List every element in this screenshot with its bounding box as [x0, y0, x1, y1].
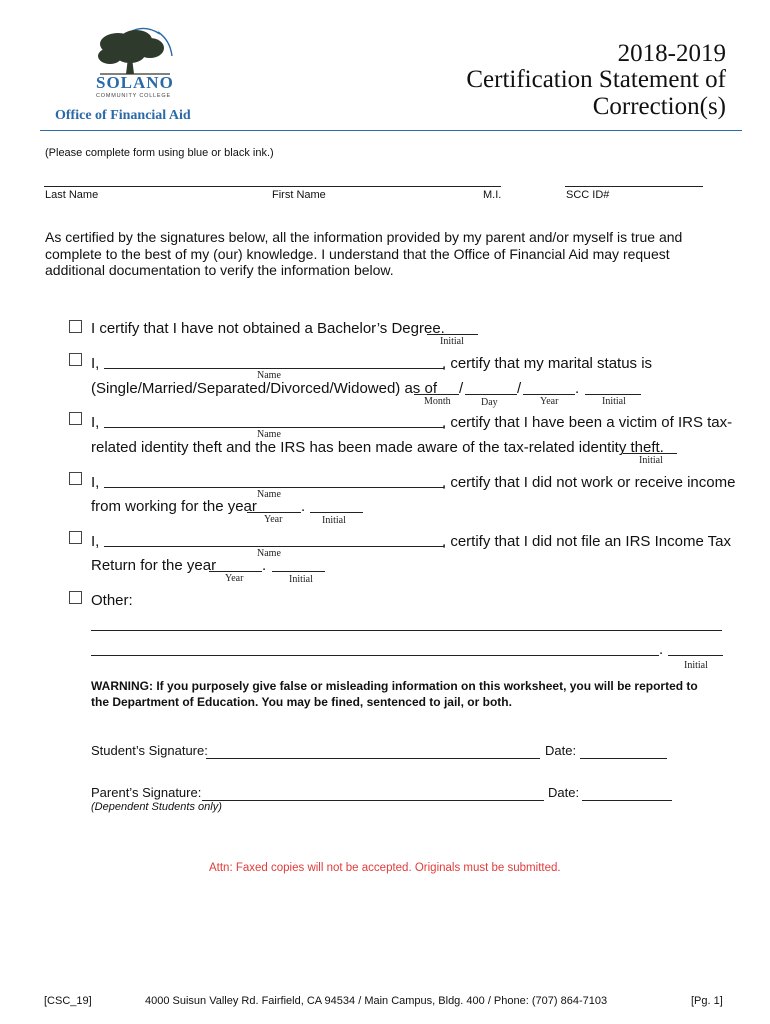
tax-year-text: Return for the year — [91, 557, 217, 574]
intro-statement — [45, 229, 682, 279]
tax-initial-line[interactable] — [272, 571, 325, 572]
logo-name: SOLANO — [96, 73, 174, 92]
student-signature-label: Student’s Signature: — [91, 743, 208, 758]
identity-statement-cont: related identity theft and the IRS has been made aware of the tax-related identity theft. — [91, 439, 664, 456]
dependent-note: (Dependent Students only) — [91, 801, 222, 813]
initial-label: Initial — [684, 660, 708, 671]
no-tax-return-checkbox[interactable] — [69, 531, 82, 544]
intro-line: complete to the best of my (our) knowledge. I understand that the Office of Financial Aid may request — [45, 245, 670, 262]
marital-initial-line[interactable] — [585, 394, 641, 395]
identity-name-line[interactable] — [104, 427, 444, 428]
initial-label: Initial — [440, 336, 464, 347]
last-name-label: Last Name — [45, 189, 99, 201]
income-year-text: from working for the year — [91, 498, 257, 515]
period: . — [575, 380, 580, 397]
year-label: Year — [225, 573, 244, 584]
marital-checkbox[interactable] — [69, 353, 82, 366]
parent-date-line[interactable] — [582, 800, 672, 801]
warning-text — [91, 679, 698, 710]
form-code: [CSC_19] — [44, 995, 92, 1007]
i-label: I, — [91, 355, 100, 372]
header-divider — [40, 130, 742, 131]
bachelor-statement: I certify that I have not obtained a Bachelor’s Degree. — [91, 320, 445, 337]
i-label: I, — [91, 533, 100, 550]
initial-label: Initial — [289, 574, 313, 585]
other-line-1[interactable] — [91, 630, 722, 631]
date-slash: / — [459, 380, 464, 397]
page-number: [Pg. 1] — [691, 995, 723, 1007]
initial-label: Initial — [322, 515, 346, 526]
name-label: Name — [257, 370, 281, 381]
marital-statement: , certify that my marital status is — [442, 355, 653, 372]
instructions: (Please complete form using blue or black ink.) — [45, 147, 274, 159]
identity-theft-checkbox[interactable] — [69, 412, 82, 425]
other-line-2[interactable] — [91, 655, 659, 656]
tax-year-line[interactable] — [209, 571, 262, 572]
parent-signature-label: Parent’s Signature: — [91, 785, 202, 800]
student-signature-line[interactable] — [206, 758, 540, 759]
warning-line: the Department of Education. You may be fined, sentenced to jail, or both. — [91, 694, 512, 709]
period: . — [301, 498, 306, 515]
tax-name-line[interactable] — [104, 546, 444, 547]
title-sub: Correction(s) — [592, 93, 726, 120]
student-date-label: Date: — [545, 743, 577, 758]
bachelor-initial-line[interactable] — [427, 334, 478, 335]
other-label: Other: — [91, 592, 133, 609]
logo-subtitle: COMMUNITY COLLEGE — [96, 93, 171, 99]
attn-notice: Attn: Faxed copies will not be accepted. Originals must be submitted. — [209, 862, 561, 874]
i-label: I, — [91, 474, 100, 491]
title-main: Certification Statement of — [466, 66, 726, 93]
first-name-label: First Name — [272, 189, 326, 201]
year-label: Year — [540, 396, 559, 407]
scc-id-line[interactable] — [565, 186, 703, 187]
name-label: Name — [257, 489, 281, 500]
identity-initial-line[interactable] — [623, 453, 677, 454]
initial-label: Initial — [639, 455, 663, 466]
oak-tree-icon — [90, 26, 180, 78]
date-slash: / — [517, 380, 522, 397]
day-line[interactable] — [465, 394, 517, 395]
office-name: Office of Financial Aid — [55, 108, 191, 123]
year-label: Year — [264, 514, 283, 525]
marital-name-line[interactable] — [104, 368, 444, 369]
identity-statement: , certify that I have been a victim of IRS tax- — [442, 414, 733, 431]
income-initial-line[interactable] — [310, 512, 363, 513]
period: . — [659, 641, 664, 658]
intro-line: As certified by the signatures below, all the information provided by my parent and/or myself is true and — [45, 229, 683, 245]
marital-status-options: (Single/Married/Separated/Divorced/Widowed) as of — [91, 380, 437, 397]
mi-label: M.I. — [483, 189, 502, 201]
name-label: Name — [257, 429, 281, 440]
income-name-line[interactable] — [104, 487, 444, 488]
period: . — [262, 557, 267, 574]
year-line[interactable] — [523, 394, 575, 395]
bachelor-checkbox[interactable] — [69, 320, 82, 333]
other-checkbox[interactable] — [69, 591, 82, 604]
name-label: Name — [257, 548, 281, 559]
income-statement: , certify that I did not work or receive income — [442, 474, 736, 491]
intro-line: additional documentation to verify the information below. — [45, 262, 394, 278]
income-year-line[interactable] — [247, 512, 301, 513]
day-label: Day — [481, 397, 498, 408]
initial-label: Initial — [602, 396, 626, 407]
other-initial-line[interactable] — [668, 655, 723, 656]
warning-line: WARNING: If you purposely give false or misleading information on this worksheet, you will be reported to — [91, 679, 698, 693]
name-line[interactable] — [44, 186, 501, 187]
parent-signature-line[interactable] — [202, 800, 544, 801]
tax-statement: , certify that I did not file an IRS Income Tax — [442, 533, 732, 550]
month-line[interactable] — [414, 394, 459, 395]
scc-id-label: SCC ID# — [566, 189, 610, 201]
student-date-line[interactable] — [580, 758, 667, 759]
month-label: Month — [424, 396, 451, 407]
parent-date-label: Date: — [548, 785, 580, 800]
footer-address: 4000 Suisun Valley Rd. Fairfield, CA 94534 / Main Campus, Bldg. 400 / Phone: (707) 864-7103 — [145, 995, 608, 1007]
college-logo — [90, 26, 180, 106]
title-year: 2018-2019 — [617, 40, 726, 67]
i-label: I, — [91, 414, 100, 431]
no-income-checkbox[interactable] — [69, 472, 82, 485]
